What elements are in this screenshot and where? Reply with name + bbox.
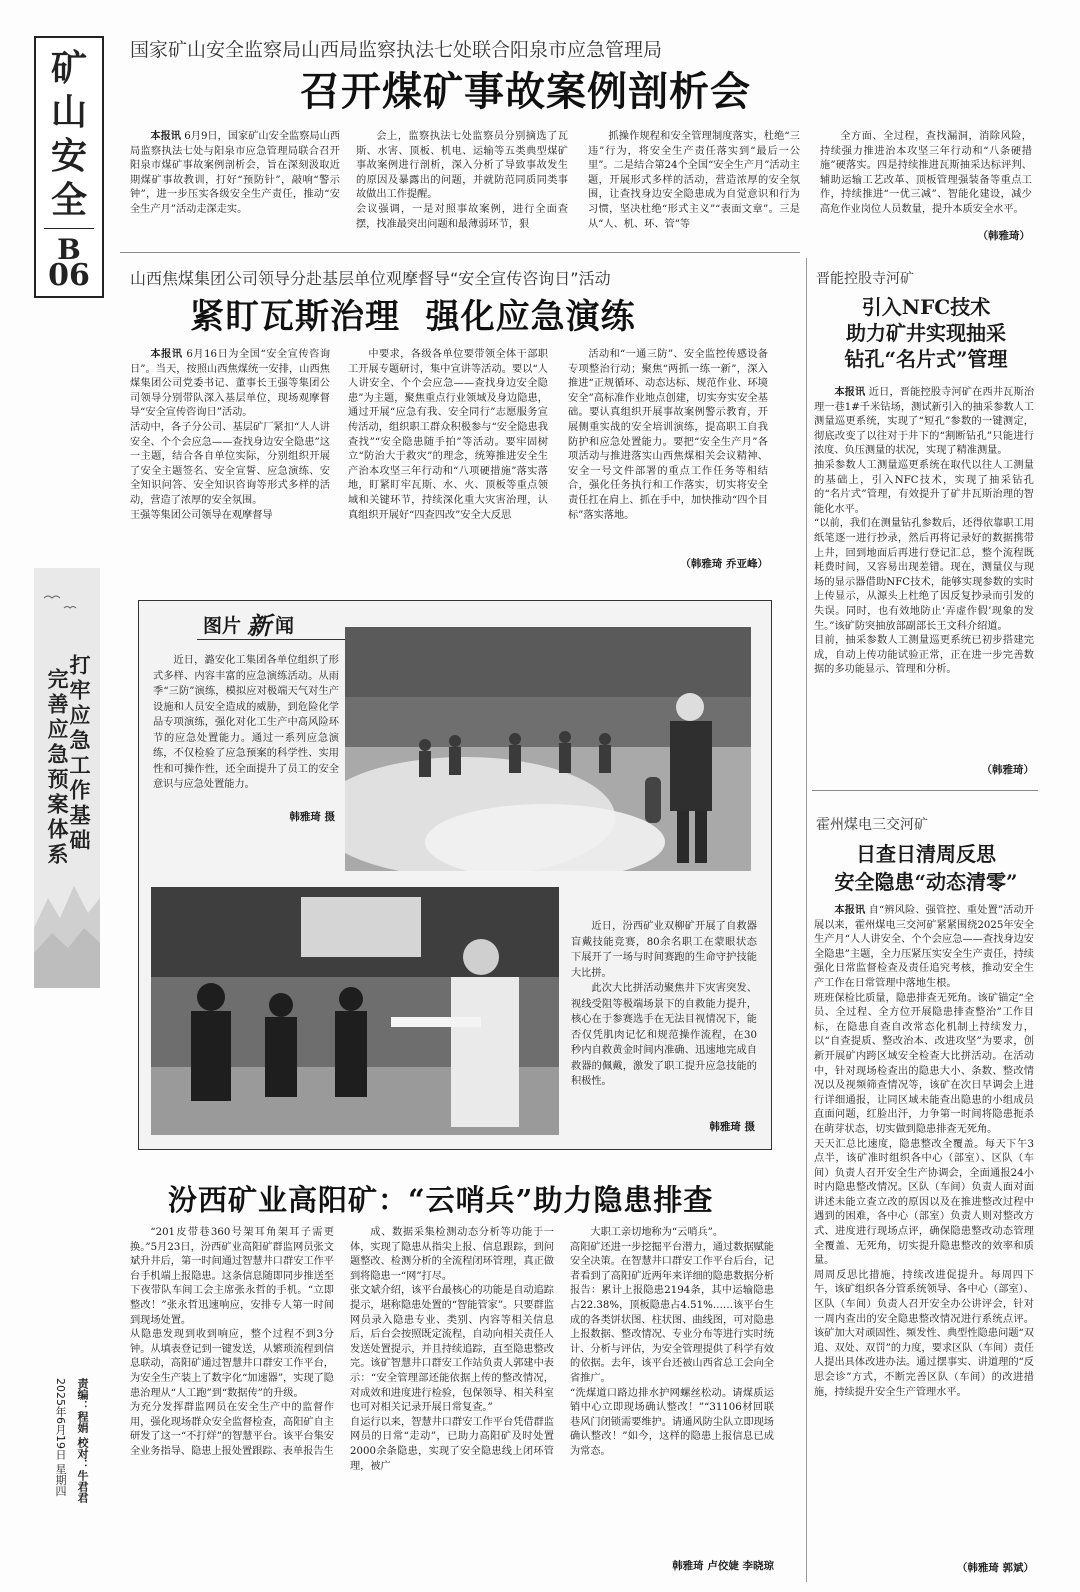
divider	[812, 790, 1038, 791]
story2-col-2	[348, 348, 548, 572]
story3-col-3	[570, 1226, 774, 1560]
story2-col-1	[130, 348, 330, 572]
side2-headline	[816, 840, 1036, 896]
fire-drill-scene	[345, 627, 751, 871]
story1-headline: 召开煤矿事故案例剖析会	[300, 68, 751, 115]
column-divider	[806, 258, 807, 1582]
page-number: 06	[48, 258, 90, 293]
photo2-caption-text-a: 近日，汾西矿业双柳矿开展了自救器盲戴技能竞赛，80余名职工在蒙眼状态下展开了一场与时间赛跑的生命守护技能大比拼。	[571, 921, 757, 979]
story1-kicker: 国家矿山安全监察局山西局监察执法七处联合阳泉市应急管理局	[130, 39, 663, 61]
section-masthead	[34, 36, 104, 298]
story2-headline: 紧盯瓦斯治理 强化应急演练	[190, 297, 636, 337]
story1-text-4: 全方面、全过程，查找漏洞，消除风险，持续强力推进治本攻坚三年行动和“八条硬措施”硬落实。四是持续推进瓦斯抽采达标评判、辅助运输工艺改革、顶板管理强装备等重点工作，持续推进“一优三减”、智能化建设，减少高危作业岗位人员数量，提升本质安全水平。	[820, 131, 1032, 215]
side2-kicker: 霍州煤电三交河矿	[816, 817, 928, 833]
side1-tag: 本报讯	[834, 387, 866, 398]
section-title-char-2: 山	[50, 91, 87, 133]
story2-text-2: 中要求，各级各单位要带领全体干部职工开展专题研讨，集中宣讲等活动。要以“人人讲安全、个个会应急——查找身边安全隐患”为主题，聚焦重点行业领域及身边隐患，通过开展“应急有我、安全同行”志愿服务宣传活动，组织职工群众积极参与“安全隐患我查找”“安全隐患随手拍”等活动。要牢固树立“防治大于救灾”的理念，统筹推进安全生产治本攻坚三年行动和“八项硬措施”落实落地，盯紧盯牢瓦斯、水、火、顶板等重点领域和关键环节，持续深化重大灾害治理，认真组织开展好“四查四改”安全大反思	[348, 349, 548, 521]
story3-col-2	[350, 1226, 554, 1572]
picture-news-label-a: 图片	[203, 615, 242, 637]
side2-tag: 本报讯	[834, 905, 866, 916]
story3-headline: 汾西矿业高阳矿：“云哨兵”助力隐患排查	[168, 1183, 714, 1217]
picture-news-label-b: 新	[247, 611, 271, 640]
story1-text-1: 6月9日，国家矿山安全监察局山西局监察执法七处与阳泉市应急管理局联合召开阳泉市煤矿事故案例剖析会，旨在深刻汲取近期煤矿事故教训，打好“预防针”，敲响“警示钟”，进一步压实各级安全生产责任，推动“安全生产月”活动走深走实。	[130, 131, 340, 215]
slogan-line-2: 打牢应急工作基础	[67, 654, 92, 854]
photo2-caption	[571, 919, 757, 1119]
story3-text-1: “201皮带巷360号架耳角架耳子需更换。”5月23日，汾西矿业高阳矿群监网员张文斌升井后，第一时间通过智慧井口群安工作平台手机端上报隐患。这条信息随即同步推送至下夜带队车间工会主席张永哲的手机。“立即整改！”张永哲迅速响应，安排专人第一时间到现场处置。 从隐患发现到收到响应，整个过程不到3分钟。从填表登记到一键发送，从繁琐流程到信息联动，高阳矿通过智慧井口群安工作平台，为安全生产装上了数字化“加速器”，实现了隐患治理从“人工跑”到“数据传”的升级。 为充分发挥群监网员在安全生产中的监督作用，强化现场群众安全监督检查，高阳矿自主研发了这一“不打烊”的智慧平台。该平台集安全业务指导、隐患上报处置跟踪、表单报告生	[130, 1227, 334, 1457]
picture-news-box	[138, 600, 772, 1150]
issue-date: 2025年6月19日 星期四	[54, 1378, 67, 1497]
side2-headline-1: 日查日清周反思	[856, 842, 996, 866]
editor-credits: 责编：程娟 校对：牛君君	[76, 1378, 89, 1503]
story2-text-3: 活动和“一通三防”、安全监控传感设备专项整治行动；聚焦“两抓一练一新”，深入推进“正规循环、动态达标、规范作业、环境安全”高标准作业地点创建，切实夯实安全基础。要认真组织开展事故案例警示教育，开展侧重实战的安全培训演练，提高职工自我防护和应急处置能力。要把“安全生产月”各项活动与推进落实山西焦煤相关会议精神、安全一号文件部署的重点工作任务等相结合，强化任务执行和工作落实，切实将安全责任扛在肩上、抓在手中，加快推动“四个目标”落实落地。	[568, 349, 768, 521]
side1-body	[814, 386, 1034, 778]
side2-text: 自“辨风险、强管控、重处置”活动开展以来，霍州煤电三交河矿紧紧围绕2025年安全生产月“人人讲安全、个个会应急——查找身边安全隐患”主题，全力压紧压实安全生产责任，持续强化日常监督检查及责任追究考核，推动安全生产工作在日常管理中落地生根。 班班保检比质量，隐患排查无死角。该矿锚定“全员、全过程、全方位开展隐患排查整治”工作目标，在隐患自查自改常态化机制上持续发力，以“自查提质、整改治本、改进攻坚”为要求，创新开展矿内跨区域安全检查大比拼活动。在活动中，针对现场检查出的隐患大小、条数、整改情况以及视频筛查情况等，该矿在次日早调会上进行详细通报，让同区域未能查出隐患的小组成员直面问题，红脸出汗，力争第一时间将隐患扼杀在萌芽状态，切实做到隐患排查无死角。 天天汇总比速度，隐患整改全覆盖。每天下午3点半，该矿准时组织各中心（部室）、区队（车间）负责人召开安全生产协调会，全面通报24小时内隐患整改情况。区队（车间）负责人面对面讲述未能立查立改的原因以及在推进整改过程中遇到的困难，各中心（部室）负责人则对整改方式、进度进行现场点评，确保隐患整改动态管理全覆盖、无死角，切实提升隐患整改的效率和质量。 周周反思比措施，持续改进促提升。每周四下午，该矿组织各分管系统领导、各中心（部室）、区队（车间）负责人召开安全办公讲评会，针对一周内查出的安全隐患整改情况进行系统点评。该矿加大对顽固性、频发性、典型性隐患问题“双追、双处、双罚”的力度，要求区队（车间）责任人提出具体改进办法。通过摆事实、讲道理的“反思会诊”方式，不断完善区队（车间）的改进措施，持续提升安全生产管理水平。	[814, 905, 1034, 1398]
self-rescuer-contest-scene	[151, 887, 559, 1135]
story1-col-1	[130, 130, 340, 242]
divider	[120, 252, 800, 253]
story1-col-2	[356, 130, 568, 242]
photo1-caption	[153, 653, 339, 823]
contest-photo	[151, 887, 559, 1135]
story3-col-1	[130, 1226, 334, 1572]
section-title-char-3: 安	[50, 135, 87, 177]
story1-col-4	[820, 130, 1032, 230]
story3-text-2: 成、数据采集检测动态分析等功能于一体，实现了隐患从指尖上报、信息跟踪，到问题整改、检测分析的全流程闭环管理，真正做到将隐患一“网”打尽。 张文斌介绍，该平台最核心的功能是自动追踪提示，堪称隐患处置的“智能管家”。只要群监网员录入隐患专业、类别、内容等相关信息后，后台会按照既定流程，自动向相关责任人发送处置提示，并且持续追踪，直至隐患整改完。该矿智慧井口群安工作站负责人郭建中表示：“安全管理部还能依据上传的整改情况，对成效和进度进行检验，包保领导、相关科室也可对相关记录开展日常复查。” 自运行以来，智慧井口群安工作平台凭借群监网员的日常“走动”，已助力高阳矿及时处置2000余条隐患，实现了安全隐患线上闭环管理，被广	[350, 1227, 554, 1472]
picture-news-label	[183, 609, 293, 639]
side1-kicker: 晋能控股寺河矿	[816, 271, 914, 287]
side1-headline-1: 引入NFC技术	[861, 295, 991, 319]
side1-headline-2: 助力矿井实现抽采	[846, 321, 1006, 345]
story1-col-3	[588, 130, 800, 242]
slogan-line-1: 完善应急预案体系	[45, 668, 70, 868]
side1-headline-3: 钻孔“名片式”管理	[844, 347, 1008, 371]
story2-tag: 本报讯	[150, 349, 183, 360]
photo1-credit: 韩雅琦 摄	[289, 811, 335, 823]
side2-body	[814, 904, 1034, 1544]
section-letter: B	[57, 233, 81, 266]
story2-byline: （韩雅琦 乔亚峰）	[680, 558, 768, 570]
story2-text-1: 6月16日为全国“安全宣传咨询日”。当天，按照山西焦煤统一安排，山西焦煤集团公司党委书记、董事长王强等集团公司领导分别带队深入基层单位，现场观摩督导“安全宣传咨询日”活动。 活动中，各子分公司、基层矿厂紧扣“人人讲安全、个个会应急——查找身边安全隐患”这一主题，结合各自单位实际，分别组织开展了安全主题签名、安全宣誓、应急演练、安全知识问答、安全知识咨询等形式多样的活动，营造了浓厚的安全氛围。 王强等集团公司领导在观摩督导	[130, 349, 330, 521]
masthead-divider	[44, 228, 94, 229]
story1-byline: （韩雅琦）	[977, 230, 1030, 242]
story1-tag: 本报讯	[150, 131, 181, 142]
picture-news-label-c: 闻	[275, 615, 295, 637]
side1-byline: （韩雅琦）	[981, 764, 1034, 776]
section-title-char-1: 矿	[50, 47, 87, 89]
side2-headline-2: 安全隐患“动态清零”	[834, 870, 1018, 894]
photo2-credit: 韩雅琦 摄	[709, 1121, 755, 1133]
story1-text-2: 会上，监察执法七处监察员分别摘选了瓦斯、水害、顶板、机电、运输等五类典型煤矿事故案例进行剖析，深入分析了导致事故发生的原因及暴露出的问题，并就防范同质同类事故做出工作提醒。 会议强调，一是对照事故案例，进行全面查摆，找准最突出问题和最薄弱环节，狠	[356, 131, 568, 230]
section-title-char-4: 全	[50, 179, 87, 221]
story3-byline: 韩雅琦 卢佼婕 李晓琼	[672, 1560, 774, 1572]
drill-photo	[345, 627, 751, 871]
story1-text-3: 抓操作规程和安全管理制度落实，杜绝“三违”行为，将安全生产责任落实到“最后一公里”。二是结合第24个全国“安全生产月”活动主题，开展形式多样的活动，营造浓厚的安全氛围，让查找身边安全隐患成为自觉意识和行为习惯，坚决杜绝“形式主义”“表面文章”。三是从“人、机、环、管”等	[588, 131, 800, 230]
story2-col-3	[568, 348, 768, 558]
story2-kicker: 山西焦煤集团公司领导分赴基层单位观摩督导“安全宣传咨询日”活动	[130, 269, 611, 288]
slogan-panel	[34, 568, 100, 988]
photo2-caption-text-b: 此次大比拼活动聚焦井下灾害突发、视线受阻等极端场景下的自救能力提升，核心在于参赛选手在无法目视情况下，能否仅凭肌肉记忆和规范操作流程，在30秒内自救黄金时间内准确、迅速地完成自救器的佩戴，激发了职工提升应急技能的积极性。	[571, 983, 757, 1087]
story3-text-3: 大职工亲切地称为“云哨兵”。 高阳矿还进一步挖掘平台潜力，通过数据赋能安全决策。在智慧井口群安工作平台后台，记者看到了高阳矿近两年来详细的隐患数据分析报告：累计上报隐患2194条，其中运输隐患占22.38%，顶板隐患占4.51%……该平台生成的各类饼状图、柱状图、曲线图，可对隐患上报数据、整改情况、专业分布等进行实时统计、分析与评估，为安全管理提供了科学有效的依据。去年，该平台还被山西省总工会向全省推广。 “洗煤道口路边排水护网螺丝松动。请煤质运销中心立即现场确认整改！”“31106材回联巷风门闭锁需要维护。请通风防尘队立即现场确认整改！”如今，这样的隐患上报信息已成为常态。	[570, 1227, 774, 1457]
photo1-caption-text: 近日，潞安化工集团各单位组织了形式多样、内容丰富的应急演练活动。从雨季“三防”演练，模拟应对极端天气对生产设施和人员安全造成的威胁，到危险化学品专项演练，强化对化工生产中高风险环节的应急处置能力。通过一系列应急演练，不仅检验了应急预案的科学性、实用性和可操作性，还全面提升了员工的安全意识与应急处置能力。	[153, 655, 339, 790]
side1-headline	[816, 294, 1036, 372]
side2-byline: （韩雅琦 郭斌）	[956, 1562, 1034, 1574]
side1-text: 近日，晋能控股寺河矿在西井瓦斯治理一巷1#千米钻场，测试新引入的抽采参数人工测量巡更系统，实现了“短孔”参数的一键测定，彻底改变了以往对于井下的“割断钻孔”只能进行浓度、负压测量的状况，实现了精准测量。 抽采参数人工测量巡更系统在取代以往人工测量的基础上，引入NFC技术，实现了抽采钻孔的“名片式”管理，有效提升了矿井瓦斯治理的智能化水平。 “以前，我们在测量钻孔参数后，还得依靠职工用纸笔逐一进行抄录，然后再将记录好的数据携带上井，回到地面后再进行登记汇总，整个流程既耗费时间，又容易出现差错。现在，测量仪与现场的显示器借助NFC技术，能够实现参数的实时上传显示，从源头上杜绝了因反复抄录而引发的失误。同时，也有效地防止‘弄虚作假’现象的发生。”该矿防突抽放部副部长王文科介绍道。 目前，抽采参数人工测量巡更系统已初步搭建完成，自动上传功能试验正常，正在进一步完善数据的多功能显示、管理和分析。	[814, 387, 1034, 676]
